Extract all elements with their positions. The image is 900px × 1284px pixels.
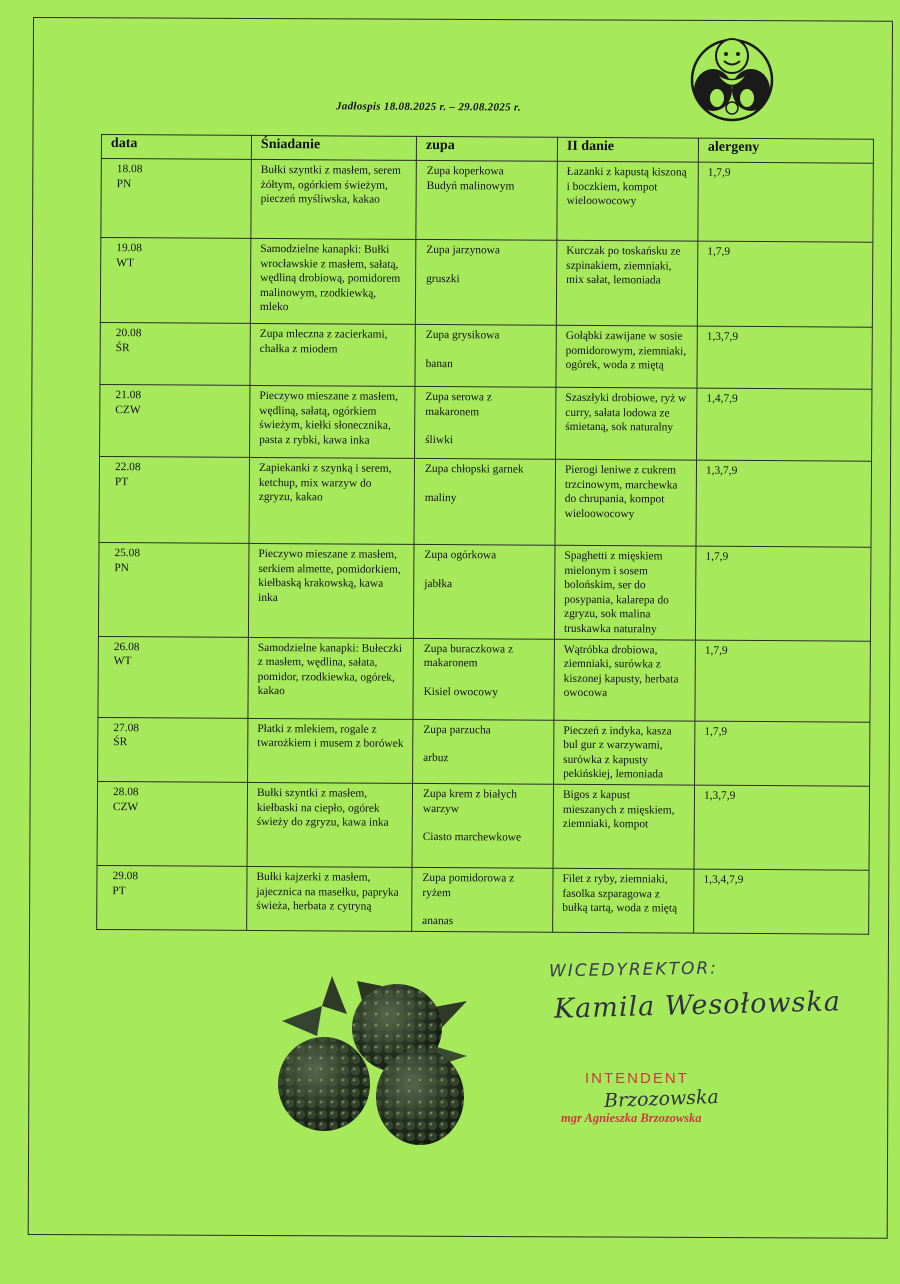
cell-spacer: [424, 563, 546, 578]
allergens-value: 1,3,7,9: [706, 330, 739, 343]
soup-cell: [412, 783, 554, 868]
main-course-text: Pieczeń z indyka, kasza bul gur z warzywami, surówka z kapusty pekińskiej, lemoniada: [563, 724, 672, 781]
date-value: 19.08: [116, 242, 142, 255]
table-row: [101, 159, 873, 243]
breakfast-text: Zupa mleczna z zacierkami, chałka z miodem: [259, 327, 388, 356]
date-value: 18.08: [116, 163, 143, 176]
breakfast-cell: [250, 323, 415, 386]
allergens-cell: [694, 785, 870, 870]
breakfast-cell: [248, 637, 413, 719]
main-course-text: Pierogi leniwe z cukrem trzcinowym, marchewka do chrupania, kompot wieloowocowy: [564, 463, 678, 521]
soup-cell: [414, 458, 556, 545]
soup-extra-text: Kisiel owocowy: [423, 685, 498, 699]
cell-spacer: [425, 477, 547, 492]
soup-text: Zupa krem z białych warzyw: [422, 787, 517, 815]
table-body: [97, 159, 874, 935]
main-course-cell: [554, 720, 695, 785]
soup-extra-text: arbuz: [423, 752, 449, 765]
date-cell: [97, 865, 247, 930]
weekday-value: PN: [116, 177, 132, 190]
breakfast-text: Zapiekanki z szynką i serem, ketchup, mix warzyw do zgryzu, kakao: [258, 461, 392, 504]
soup-text: Zupa pomidorowa z ryżem: [422, 871, 515, 899]
table-row: [100, 322, 872, 389]
soup-text: Zupa serowa z makaronem: [425, 390, 492, 418]
main-course-text: Łazanki z kapustą kiszoną i boczkiem, kompot wieloowocowy: [566, 165, 687, 208]
allergens-value: 1,7,9: [704, 644, 728, 657]
allergens-cell: [695, 721, 870, 786]
weekday-value: CZW: [112, 800, 139, 813]
soup-cell: [413, 544, 555, 638]
soup-extra-text: Ciasto marchewkowe: [422, 831, 522, 844]
soup-extra-text: maliny: [424, 491, 457, 504]
breakfast-cell: [248, 718, 413, 783]
date-cell: [98, 717, 248, 782]
main-course-cell: [553, 868, 694, 933]
soup-cell: [415, 239, 557, 325]
main-course-text: Kurczak po toskańsku ze szpinakiem, ziemniaki, mix sałat, lemoniada: [566, 244, 681, 287]
table-row: [100, 238, 873, 328]
smiling-figure-logo-icon: [686, 28, 778, 128]
date-value: 26.08: [113, 640, 140, 653]
date-cell: [98, 542, 249, 636]
soup-extra-text: banan: [425, 357, 453, 370]
table-row: [98, 636, 870, 722]
weekday-value: WT: [113, 655, 132, 668]
vice-director-title: WICEDYREKTOR:: [548, 958, 719, 982]
breakfast-cell: [248, 543, 414, 638]
soup-extra-text: śliwki: [425, 434, 454, 447]
intendent-label: INTENDENT: [585, 1070, 689, 1087]
main-course-cell: [556, 325, 697, 388]
menu-table: [96, 134, 874, 935]
menu-title: Jadłospis 18.08.2025 r. – 29.08.2025 r.: [335, 100, 522, 114]
breakfast-cell: [247, 866, 412, 931]
breakfast-cell: [249, 457, 415, 544]
date-value: 22.08: [114, 461, 141, 474]
allergens-value: 1,7,9: [704, 725, 728, 738]
cell-spacer: [426, 258, 548, 273]
soup-text: Zupa buraczkowa z makaronem: [423, 642, 514, 670]
date-value: 28.08: [112, 786, 139, 799]
allergens-cell: [697, 241, 873, 327]
main-course-text: Wątróbka drobiowa, ziemniaki, surówka z kiszonej kapusty, herbata owocowa: [563, 643, 679, 700]
breakfast-text: Bułki kajzerki z masłem, jajecznica na masełku, papryka świeża, herbata z cytryną: [256, 870, 399, 913]
column-header-soup: zupa: [416, 136, 557, 161]
table-row: [97, 781, 869, 870]
date-cell: [100, 238, 251, 324]
allergens-value: 1,3,7,9: [703, 789, 736, 802]
main-course-cell: [554, 639, 695, 721]
allergens-value: 1,4,7,9: [706, 392, 738, 405]
date-cell: [98, 636, 248, 718]
vice-director-signature: Kamila Wesołowska: [553, 986, 842, 1025]
date-cell: [99, 456, 250, 543]
soup-extra-text: gruszki: [426, 272, 460, 285]
cell-spacer: [423, 737, 545, 752]
soup-extra-text: ananas: [422, 915, 454, 928]
allergens-cell: [695, 640, 870, 722]
breakfast-text: Płatki z mlekiem, rogale z twarożkiem i musem z borówek: [257, 722, 404, 751]
date-value: 25.08: [114, 547, 141, 560]
cell-spacer: [422, 900, 544, 915]
soup-text: Zupa koperkowa: [426, 164, 504, 178]
breakfast-text: Bułki szyntki z masłem, kiełbaski na ciepło, ogórek świeży do zgryzu, kawa inka: [256, 786, 389, 829]
date-value: 27.08: [113, 721, 140, 734]
allergens-value: 1,3,4,7,9: [703, 873, 744, 886]
main-course-cell: [554, 545, 696, 639]
allergens-value: 1,7,9: [707, 245, 731, 258]
breakfast-cell: [251, 159, 416, 239]
allergens-cell: [695, 546, 871, 641]
table-row: [99, 456, 872, 547]
weekday-value: WT: [116, 256, 134, 269]
allergens-cell: [697, 388, 872, 461]
main-course-cell: [556, 387, 697, 460]
breakfast-cell: [250, 238, 416, 324]
weekday-value: CZW: [115, 403, 141, 416]
weekday-value: PT: [112, 884, 126, 897]
date-cell: [100, 322, 250, 385]
weekday-value: PN: [114, 561, 129, 574]
soup-cell: [413, 638, 554, 720]
column-header-breakfast: Śniadanie: [251, 135, 416, 160]
allergens-value: 1,7,9: [707, 166, 731, 179]
table-row: [98, 542, 871, 640]
soup-extra-text: jabłka: [424, 577, 453, 590]
cell-spacer: [423, 816, 545, 831]
allergens-value: 1,3,7,9: [705, 464, 738, 477]
main-course-cell: [556, 240, 698, 326]
date-cell: [101, 159, 251, 239]
breakfast-cell: [247, 782, 413, 867]
breakfast-text: Samodzielne kanapki: Bułeczki z masłem, wędlina, sałata, pomidor, rzodkiewka, ogórek, kakao: [257, 641, 403, 698]
allergens-value: 1,7,9: [705, 550, 729, 563]
cell-spacer: [426, 343, 548, 358]
weekday-value: ŚR: [115, 341, 130, 354]
breakfast-text: Pieczywo mieszane z masłem, wędliną, sałatą, ogórkiem świeżym, kiełki słonecznika, pasta z rybki, kawa inka: [259, 389, 398, 447]
main-course-cell: [553, 784, 695, 869]
column-header-main-course: II danie: [557, 137, 698, 162]
main-course-cell: [557, 161, 698, 241]
soup-text: Zupa parzucha: [423, 723, 491, 736]
column-header-allergens: alergeny: [698, 138, 873, 163]
table-row: [100, 384, 872, 461]
soup-extra-text: Budyń malinowym: [426, 179, 515, 193]
date-value: 29.08: [112, 870, 139, 883]
breakfast-text: Pieczywo mieszane z masłem, serkiem almette, pomidorkiem, kiełbaską krakowską, kawa inka: [258, 547, 401, 604]
soup-cell: [412, 867, 553, 932]
cell-spacer: [425, 419, 547, 434]
breakfast-text: Bułki szyntki z masłem, serem żółtym, ogórkiem świeżym, pieczeń myśliwska, kakao: [260, 163, 401, 206]
soup-cell: [415, 324, 556, 387]
soup-text: Zupa grysikowa: [425, 328, 500, 342]
column-header-date: data: [101, 135, 251, 160]
weekday-value: PT: [114, 475, 129, 488]
intendent-signature: Brzozowska: [603, 1086, 720, 1112]
soup-cell: [413, 719, 554, 784]
soup-text: Zupa jarzynowa: [426, 243, 501, 257]
soup-text: Zupa ogórkowa: [424, 548, 497, 562]
main-course-text: Spaghetti z mięskiem mielonym i sosem bolońskim, ser do posypania, kalarepa do zgryzu, sok malina truskawka naturalny: [563, 549, 669, 636]
allergens-cell: [696, 460, 872, 547]
soup-text: Zupa chłopski garnek: [424, 462, 524, 476]
soup-cell: [416, 160, 557, 240]
soup-cell: [415, 386, 556, 459]
allergens-cell: [694, 869, 869, 934]
table-row: [98, 717, 870, 786]
intendent-name: mgr Agnieszka Brzozowska: [561, 1111, 702, 1125]
breakfast-text: Samodzielne kanapki: Bułki wrocławskie z masłem, sałatą, wędliną drobiową, pomidorem malinowym, rzodkiewką, mleko: [259, 242, 401, 314]
main-course-text: Szaszłyki drobiowe, ryż w curry, sałata lodowa ze śmietaną, sok naturalny: [565, 391, 687, 434]
breakfast-cell: [250, 385, 415, 458]
cell-spacer: [424, 671, 546, 686]
date-value: 20.08: [115, 327, 142, 340]
weekday-value: ŚR: [113, 736, 128, 749]
date-value: 21.08: [115, 389, 142, 402]
date-cell: [100, 384, 250, 457]
main-course-text: Bigos z kapust mieszanych z mięskiem, ziemniaki, kompot: [562, 788, 675, 831]
table-row: [97, 865, 869, 934]
main-course-text: Filet z ryby, ziemniaki, fasolka szparagowa z bułką tartą, woda z miętą: [562, 872, 678, 915]
date-cell: [97, 781, 248, 866]
main-course-cell: [555, 459, 697, 546]
allergens-cell: [697, 326, 872, 389]
allergens-cell: [698, 162, 873, 242]
blackberries-image: [262, 966, 482, 1150]
main-course-text: Gołąbki zawijane w sosie pomidorowym, ziemniaki, ogórek, woda z miętą: [565, 329, 687, 372]
